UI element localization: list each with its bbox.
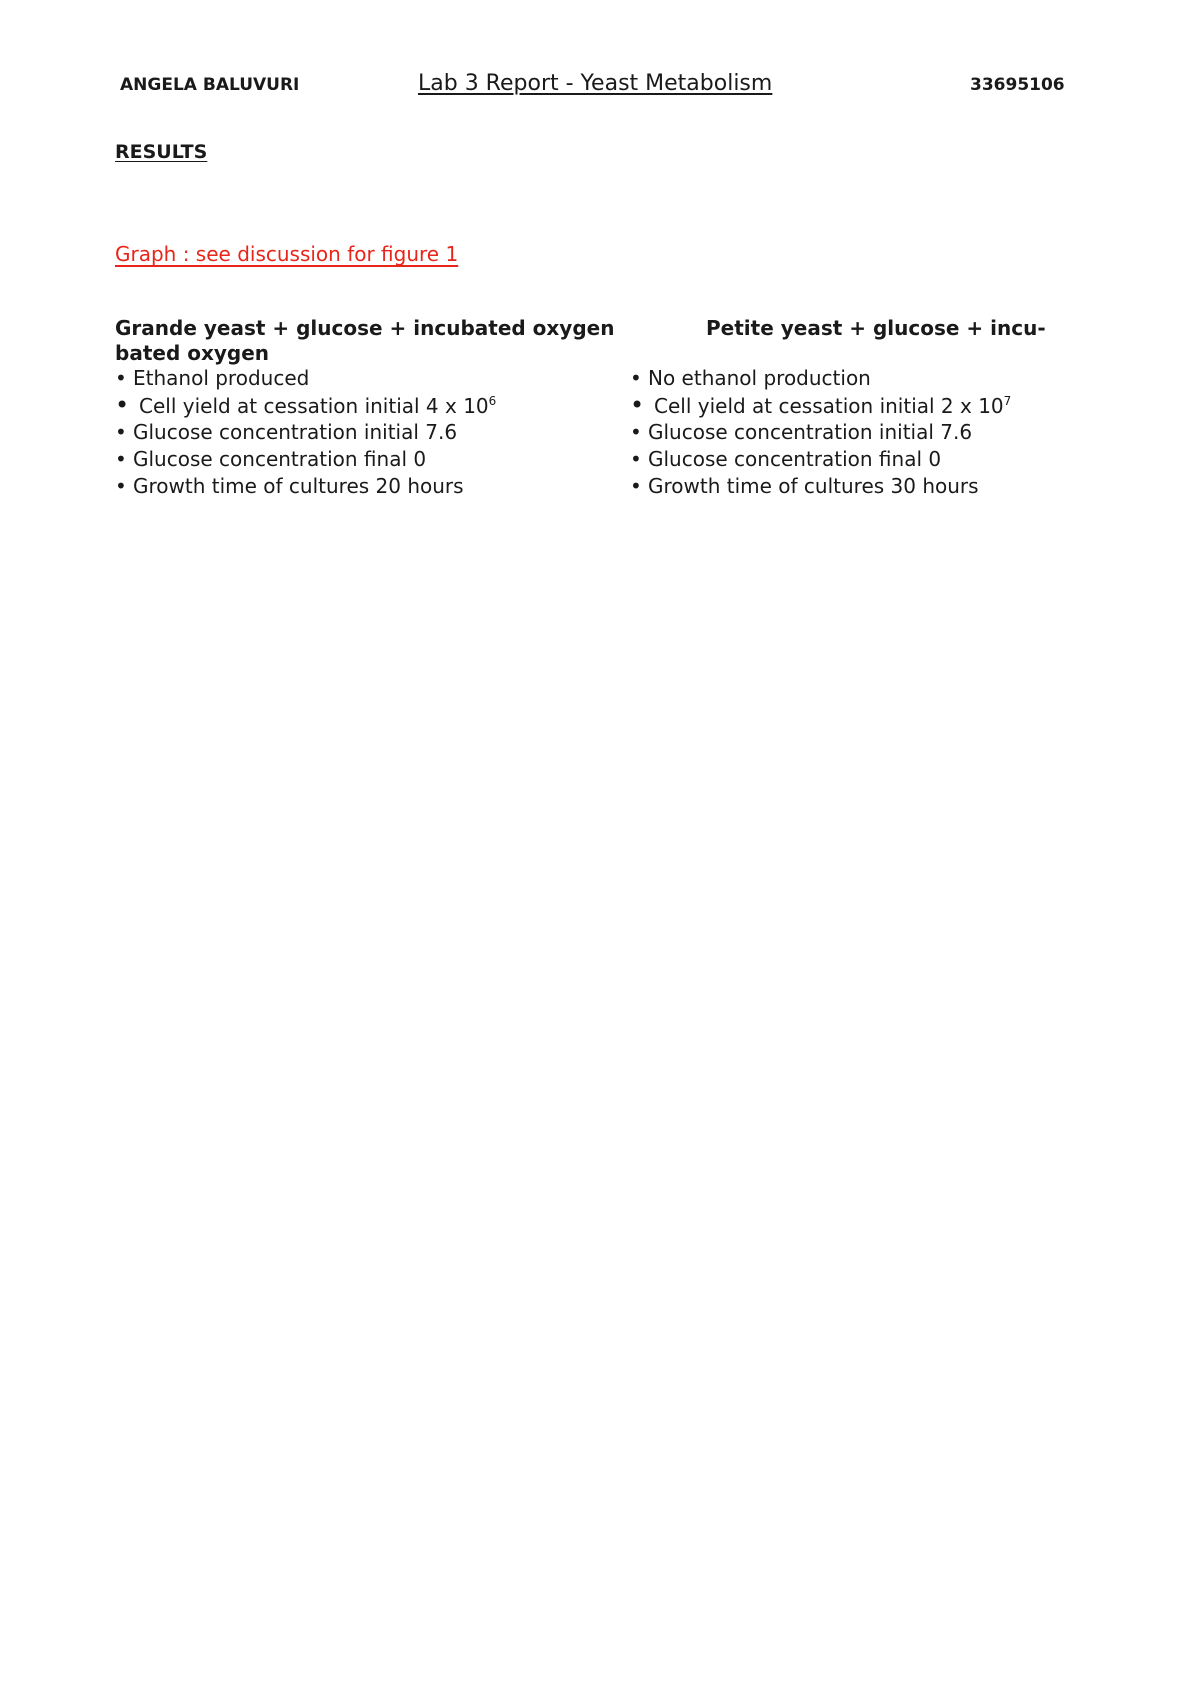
list-item: • Growth time of cultures 20 hours <box>115 474 464 498</box>
petite-results-list <box>630 366 1011 501</box>
grande-results-list <box>115 366 496 501</box>
list-item: • Cell yield at cessation initial 4 x $10^6$ <box>115 391 497 419</box>
bullet-icon: • <box>115 420 127 444</box>
list-item: • No ethanol production <box>630 366 871 390</box>
exponent: 6 <box>488 394 497 408</box>
list-item: • Glucose concentration final 0 <box>115 447 427 471</box>
grande-heading: Grande yeast + glucose + incubated oxygen <box>115 316 615 340</box>
author-name: ANGELA BALUVURI <box>120 75 300 95</box>
bullet-icon: • <box>630 474 642 498</box>
grande-heading-continuation: bated oxygen <box>115 341 270 365</box>
student-id: 33695106 <box>970 75 1065 95</box>
list-item: • Glucose concentration final 0 <box>630 447 942 471</box>
bullet-icon: • <box>630 366 642 390</box>
bullet-icon: • <box>115 391 130 419</box>
list-item: • Glucose concentration initial 7.6 <box>115 420 458 444</box>
report-title: Lab 3 Report - Yeast Metabolism <box>418 71 773 96</box>
bullet-icon: • <box>115 474 127 498</box>
list-item: • Cell yield at cessation initial 2 x $10^7$ <box>630 391 1012 419</box>
list-item: • Growth time of cultures 30 hours <box>630 474 979 498</box>
bullet-icon: • <box>115 366 127 390</box>
bullet-icon: • <box>630 420 642 444</box>
results-heading: RESULTS <box>115 141 208 163</box>
graph-note: Graph : see discussion for figure 1 <box>115 242 459 266</box>
list-item: • Ethanol produced <box>115 366 310 390</box>
bullet-icon: • <box>630 391 645 419</box>
bullet-icon: • <box>630 447 642 471</box>
bullet-icon: • <box>115 447 127 471</box>
petite-heading: Petite yeast + glucose + incu- <box>706 316 1046 340</box>
exponent: 7 <box>1003 394 1012 408</box>
list-item: • Glucose concentration initial 7.6 <box>630 420 973 444</box>
